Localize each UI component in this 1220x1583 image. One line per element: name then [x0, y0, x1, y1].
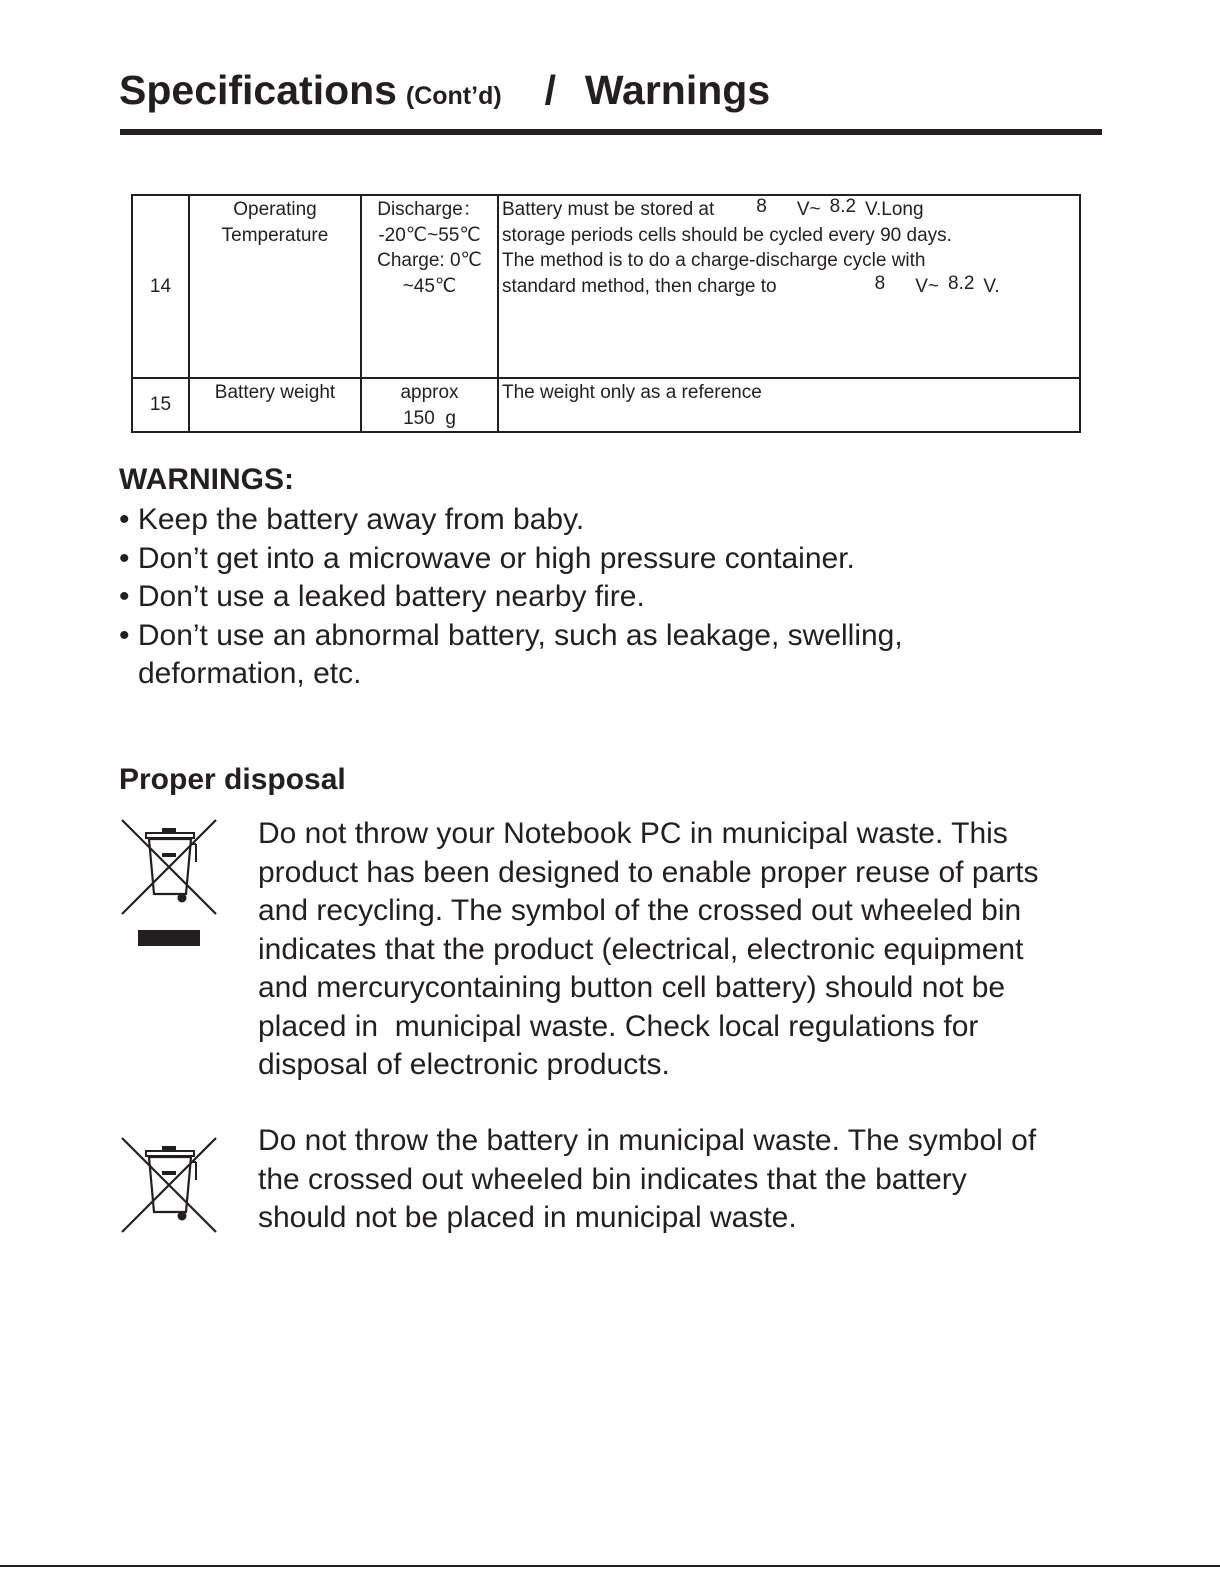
spec-table [131, 194, 1081, 433]
note-voltage-min: 8 [756, 196, 767, 217]
paragraph-line: and recycling. The symbol of the crossed out wheeled bin [258, 894, 1022, 927]
warnings-list [119, 501, 1069, 694]
row-number: 14 [132, 195, 189, 378]
note-voltage-min: 8 [874, 272, 886, 294]
page-bottom-edge [0, 1565, 1220, 1567]
value-line: -20℃~55℃ [378, 224, 481, 246]
paragraph-line: product has been designed to enable proper reuse of parts [258, 855, 1039, 889]
crossed-out-wheeled-bin-icon [120, 818, 218, 916]
paragraph-line: and mercurycontaining button cell battery) should not be [258, 971, 1006, 1004]
page-title [119, 67, 771, 113]
value-cell [361, 378, 498, 432]
note-line: The method is to do a charge-discharge cycle with [502, 250, 926, 271]
note-text: standard method, then charge to [502, 275, 777, 297]
value-line: Discharge： [377, 199, 482, 220]
table-row [132, 195, 1080, 378]
paragraph-line: Do not throw the battery in municipal waste. The symbol of [258, 1124, 1037, 1157]
value-line: Charge: 0℃ [377, 250, 482, 271]
row-number: 15 [132, 378, 189, 432]
note-line: The weight only as a reference [502, 382, 762, 403]
list-item: • Don’t get into a microwave or high pressure container. [119, 541, 855, 575]
note-line [502, 197, 1079, 223]
disposal-heading: Proper disposal [119, 763, 346, 796]
parameter-cell [189, 195, 361, 378]
title-specifications: Specifications [119, 67, 397, 113]
value-line: approx [400, 382, 459, 403]
note-text: V. [983, 275, 1000, 297]
parameter-cell [189, 378, 361, 432]
paragraph-line: should not be placed in municipal waste. [258, 1201, 797, 1234]
note-voltage-max: 8.2 [948, 272, 975, 294]
paragraph-line: disposal of electronic products. [258, 1048, 670, 1081]
title-divider [120, 129, 1102, 135]
parameter-line: Battery weight [214, 382, 336, 403]
parameter-line: Temperature [221, 224, 329, 246]
paragraph-line: placed in municipal waste. Check local regulations for [258, 1009, 979, 1043]
disposal-paragraph-battery [258, 1122, 1098, 1238]
parameter-line: Operating [233, 199, 317, 220]
title-continued: (Cont’d) [405, 82, 502, 110]
warnings-heading: WARNINGS: [119, 463, 294, 496]
note-cell [498, 195, 1080, 378]
value-line: 150 g [403, 407, 456, 429]
note-line [502, 274, 1079, 300]
note-text: V.Long [865, 199, 924, 220]
list-item: • Keep the battery away from baby. [119, 503, 585, 536]
list-item: • Don’t use an abnormal battery, such as leakage, swelling, deformation, etc. [119, 618, 903, 690]
black-bar-icon [138, 930, 200, 946]
disposal-paragraph-notebook [258, 815, 1098, 1085]
note-voltage-unit: V~ [915, 275, 939, 297]
note-voltage-max: 8.2 [829, 196, 857, 217]
title-warnings: Warnings [584, 67, 771, 113]
note-text: Battery must be stored at [502, 199, 715, 220]
title-slash: / [544, 67, 556, 113]
value-cell [361, 195, 498, 378]
note-voltage-unit: V~ [796, 199, 821, 220]
table-row [132, 378, 1080, 432]
crossed-out-wheeled-bin-icon [120, 1136, 218, 1234]
note-cell [498, 378, 1080, 432]
paragraph-line: indicates that the product (electrical, electronic equipment [258, 932, 1024, 966]
note-line: storage periods cells should be cycled every 90 days. [502, 224, 952, 246]
value-line: ~45℃ [402, 275, 457, 297]
list-item: • Don’t use a leaked battery nearby fire. [119, 580, 645, 613]
paragraph-line: the crossed out wheeled bin indicates that the battery [258, 1162, 967, 1196]
paragraph-line: Do not throw your Notebook PC in municipal waste. This [258, 817, 1008, 850]
